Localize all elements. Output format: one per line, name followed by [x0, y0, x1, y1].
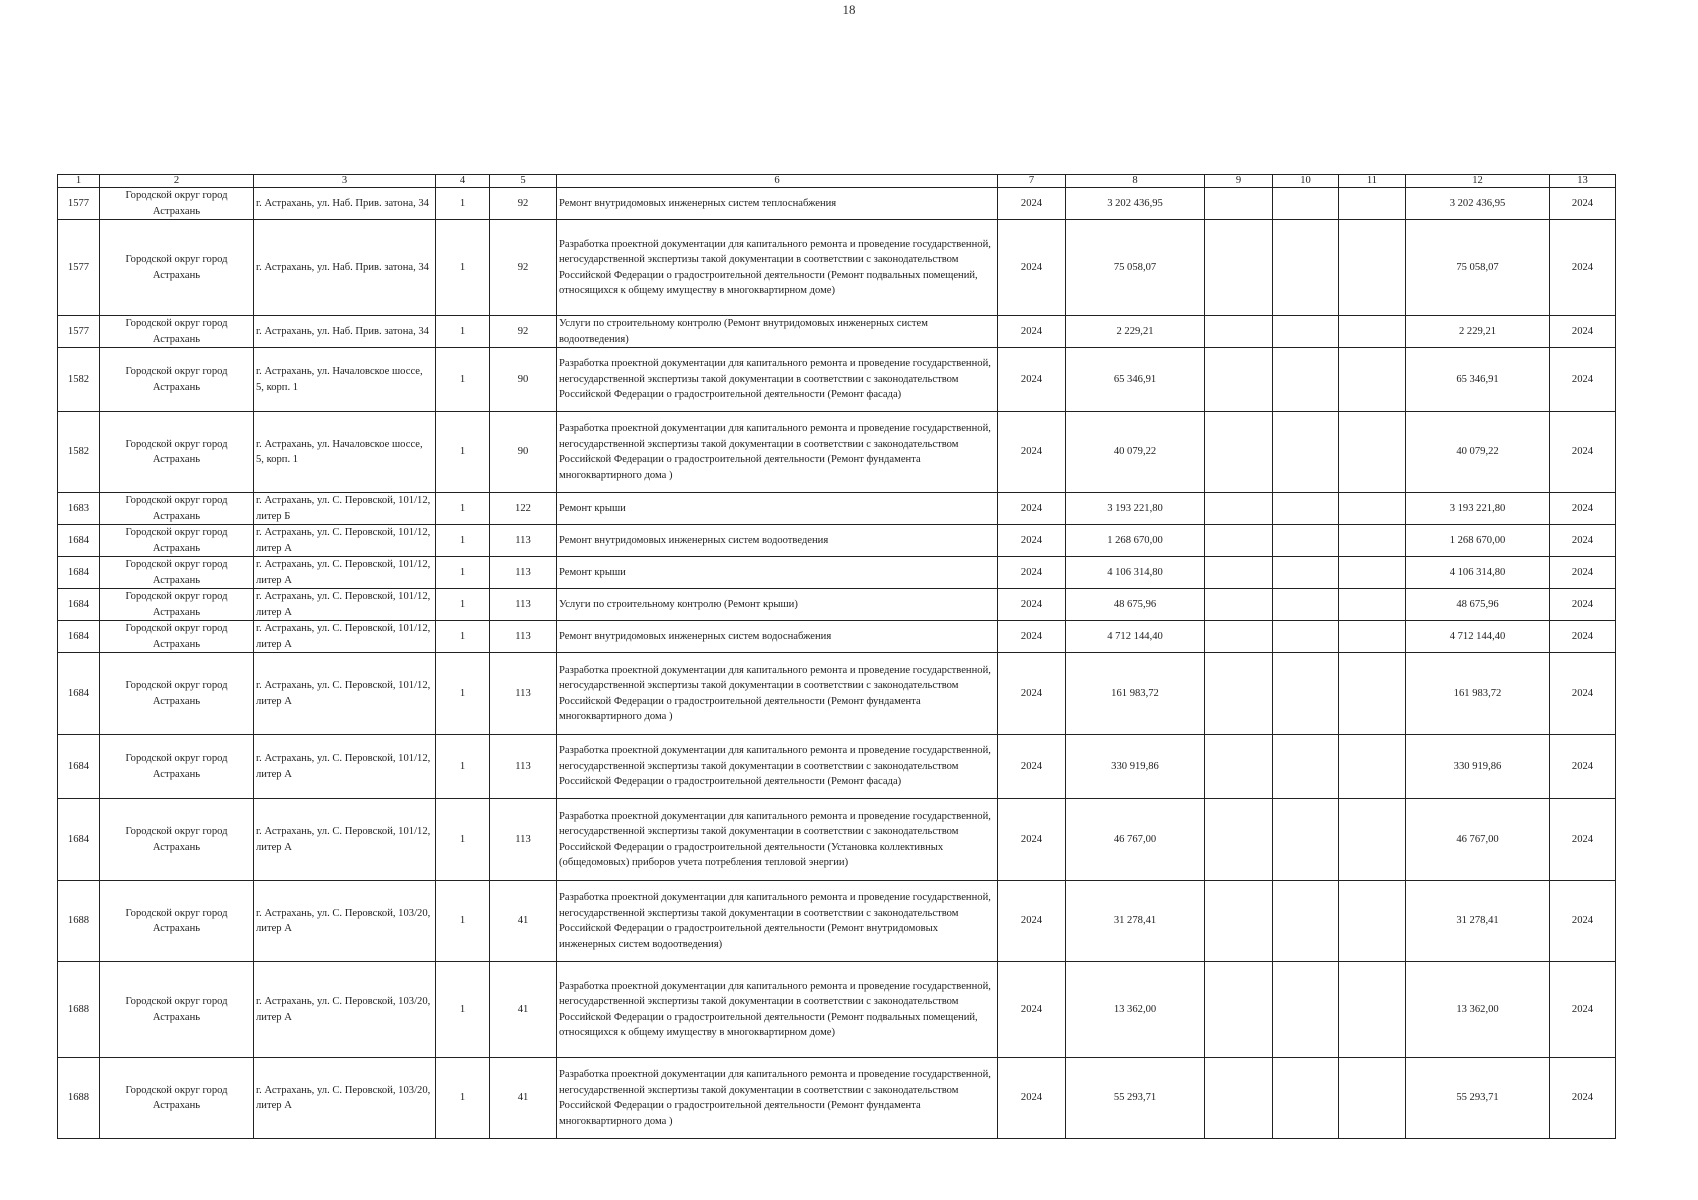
col-11: [1339, 348, 1406, 412]
address: г. Астрахань, ул. Началовское шоссе, 5, корп. 1: [254, 348, 436, 412]
amount: 3 202 436,95: [1066, 188, 1205, 220]
municipality: Городской округ город Астрахань: [100, 962, 254, 1058]
table-row: [58, 525, 1616, 557]
page-number: 18: [842, 2, 856, 17]
col-13: 2024: [1550, 799, 1616, 881]
col-5: 90: [490, 348, 557, 412]
municipality: Городской округ город Астрахань: [100, 412, 254, 493]
col-11: [1339, 557, 1406, 589]
work-description: Ремонт внутридомовых инженерных систем водоснабжения: [557, 621, 998, 653]
col-9: [1205, 525, 1273, 557]
col-13: 2024: [1550, 557, 1616, 589]
col-5: 41: [490, 1058, 557, 1139]
table-row: [58, 188, 1616, 220]
col-9: [1205, 589, 1273, 621]
column-header: 5: [490, 175, 557, 188]
amount: 13 362,00: [1066, 962, 1205, 1058]
col-9: [1205, 220, 1273, 316]
row-number: 1684: [58, 621, 100, 653]
col-4: 1: [436, 621, 490, 653]
col-11: [1339, 621, 1406, 653]
col-10: [1273, 557, 1339, 589]
amount: 2 229,21: [1066, 316, 1205, 348]
col-5: 113: [490, 589, 557, 621]
col-13: 2024: [1550, 412, 1616, 493]
col-5: 113: [490, 557, 557, 589]
amount-total: 4 106 314,80: [1406, 557, 1550, 589]
table-row: [58, 653, 1616, 735]
table-row: [58, 557, 1616, 589]
amount-total: 46 767,00: [1406, 799, 1550, 881]
col-9: [1205, 316, 1273, 348]
col-13: 2024: [1550, 962, 1616, 1058]
amount: 48 675,96: [1066, 589, 1205, 621]
column-header: 8: [1066, 175, 1205, 188]
col-7: 2024: [998, 220, 1066, 316]
amount-total: 13 362,00: [1406, 962, 1550, 1058]
column-header: 6: [557, 175, 998, 188]
col-9: [1205, 412, 1273, 493]
work-description: Разработка проектной документации для капитального ремонта и проведение государственной, негосударственной экспертизы такой документации в соответствии с законодательством Российской Федерации о градостроительной деятельности (Установка коллективных (общедомовых) приборов учета потребления тепловой энергии): [557, 799, 998, 881]
amount-total: 330 919,86: [1406, 735, 1550, 799]
col-11: [1339, 316, 1406, 348]
col-7: 2024: [998, 881, 1066, 962]
amount: 4 106 314,80: [1066, 557, 1205, 589]
col-13: 2024: [1550, 348, 1616, 412]
amount-total: 3 193 221,80: [1406, 493, 1550, 525]
work-description: Разработка проектной документации для капитального ремонта и проведение государственной, негосударственной экспертизы такой документации в соответствии с законодательством Российской Федерации о градостроительной деятельности (Ремонт фасада): [557, 735, 998, 799]
col-5: 41: [490, 881, 557, 962]
col-10: [1273, 348, 1339, 412]
column-header: 2: [100, 175, 254, 188]
col-13: 2024: [1550, 621, 1616, 653]
amount-total: 3 202 436,95: [1406, 188, 1550, 220]
col-9: [1205, 348, 1273, 412]
table-row: [58, 881, 1616, 962]
row-number: 1582: [58, 412, 100, 493]
col-7: 2024: [998, 348, 1066, 412]
col-4: 1: [436, 962, 490, 1058]
col-4: 1: [436, 557, 490, 589]
column-header: 13: [1550, 175, 1616, 188]
table-row: [58, 220, 1616, 316]
col-13: 2024: [1550, 1058, 1616, 1139]
col-5: 113: [490, 735, 557, 799]
table-row: [58, 589, 1616, 621]
address: г. Астрахань, ул. С. Перовской, 101/12, литер А: [254, 621, 436, 653]
amount-total: 48 675,96: [1406, 589, 1550, 621]
col-11: [1339, 881, 1406, 962]
work-description: Разработка проектной документации для капитального ремонта и проведение государственной, негосударственной экспертизы такой документации в соответствии с законодательством Российской Федерации о градостроительной деятельности (Ремонт подвальных помещений, относящихся к общему имуществу в многоквартирном доме): [557, 220, 998, 316]
col-10: [1273, 220, 1339, 316]
col-7: 2024: [998, 557, 1066, 589]
col-4: 1: [436, 220, 490, 316]
amount: 31 278,41: [1066, 881, 1205, 962]
col-7: 2024: [998, 589, 1066, 621]
col-7: 2024: [998, 653, 1066, 735]
row-number: 1683: [58, 493, 100, 525]
address: г. Астрахань, ул. Началовское шоссе, 5, корп. 1: [254, 412, 436, 493]
col-13: 2024: [1550, 653, 1616, 735]
col-4: 1: [436, 412, 490, 493]
table-row: [58, 962, 1616, 1058]
col-5: 92: [490, 316, 557, 348]
col-13: 2024: [1550, 881, 1616, 962]
row-number: 1684: [58, 557, 100, 589]
col-9: [1205, 621, 1273, 653]
col-5: 92: [490, 220, 557, 316]
col-10: [1273, 188, 1339, 220]
work-description: Разработка проектной документации для капитального ремонта и проведение государственной, негосударственной экспертизы такой документации в соответствии с законодательством Российской Федерации о градостроительной деятельности (Ремонт фундамента многоквартирного дома ): [557, 412, 998, 493]
col-10: [1273, 799, 1339, 881]
column-header: 1: [58, 175, 100, 188]
table-row: [58, 799, 1616, 881]
row-number: 1688: [58, 881, 100, 962]
amount: 75 058,07: [1066, 220, 1205, 316]
amount-total: 40 079,22: [1406, 412, 1550, 493]
work-description: Разработка проектной документации для капитального ремонта и проведение государственной, негосударственной экспертизы такой документации в соответствии с законодательством Российской Федерации о градостроительной деятельности (Ремонт фундамента многоквартирного дома ): [557, 653, 998, 735]
municipality: Городской округ город Астрахань: [100, 1058, 254, 1139]
amount: 55 293,71: [1066, 1058, 1205, 1139]
municipality: Городской округ город Астрахань: [100, 557, 254, 589]
col-10: [1273, 525, 1339, 557]
municipality: Городской округ город Астрахань: [100, 589, 254, 621]
address: г. Астрахань, ул. С. Перовской, 101/12, литер А: [254, 735, 436, 799]
col-11: [1339, 962, 1406, 1058]
work-description: Услуги по строительному контролю (Ремонт крыши): [557, 589, 998, 621]
col-4: 1: [436, 316, 490, 348]
work-description: Ремонт внутридомовых инженерных систем теплоснабжения: [557, 188, 998, 220]
address: г. Астрахань, ул. С. Перовской, 101/12, литер А: [254, 653, 436, 735]
municipality: Городской округ город Астрахань: [100, 621, 254, 653]
col-7: 2024: [998, 525, 1066, 557]
row-number: 1577: [58, 316, 100, 348]
table-header: [58, 175, 1616, 188]
row-number: 1577: [58, 188, 100, 220]
municipality: Городской округ город Астрахань: [100, 525, 254, 557]
table-row: [58, 316, 1616, 348]
col-9: [1205, 799, 1273, 881]
col-10: [1273, 621, 1339, 653]
table-body: [58, 188, 1616, 1139]
col-5: 113: [490, 653, 557, 735]
col-5: 122: [490, 493, 557, 525]
col-10: [1273, 493, 1339, 525]
col-13: 2024: [1550, 735, 1616, 799]
col-9: [1205, 881, 1273, 962]
col-4: 1: [436, 525, 490, 557]
work-description: Разработка проектной документации для капитального ремонта и проведение государственной, негосударственной экспертизы такой документации в соответствии с законодательством Российской Федерации о градостроительной деятельности (Ремонт подвальных помещений, относящихся к общему имуществу в многоквартирном доме): [557, 962, 998, 1058]
col-5: 113: [490, 621, 557, 653]
col-9: [1205, 653, 1273, 735]
col-7: 2024: [998, 412, 1066, 493]
col-11: [1339, 799, 1406, 881]
row-number: 1684: [58, 653, 100, 735]
municipality: Городской округ город Астрахань: [100, 220, 254, 316]
municipality: Городской округ город Астрахань: [100, 799, 254, 881]
col-10: [1273, 653, 1339, 735]
col-7: 2024: [998, 316, 1066, 348]
amount-total: 31 278,41: [1406, 881, 1550, 962]
col-11: [1339, 188, 1406, 220]
col-4: 1: [436, 799, 490, 881]
amount-total: 75 058,07: [1406, 220, 1550, 316]
table-row: [58, 493, 1616, 525]
col-7: 2024: [998, 621, 1066, 653]
col-11: [1339, 735, 1406, 799]
col-5: 90: [490, 412, 557, 493]
row-number: 1684: [58, 799, 100, 881]
row-number: 1684: [58, 589, 100, 621]
col-4: 1: [436, 348, 490, 412]
col-11: [1339, 653, 1406, 735]
col-13: 2024: [1550, 493, 1616, 525]
col-11: [1339, 493, 1406, 525]
row-number: 1688: [58, 1058, 100, 1139]
col-5: 113: [490, 799, 557, 881]
column-header: 11: [1339, 175, 1406, 188]
column-header: 10: [1273, 175, 1339, 188]
amount-total: 65 346,91: [1406, 348, 1550, 412]
column-header: 3: [254, 175, 436, 188]
col-11: [1339, 220, 1406, 316]
col-10: [1273, 412, 1339, 493]
col-9: [1205, 493, 1273, 525]
row-number: 1684: [58, 525, 100, 557]
col-11: [1339, 589, 1406, 621]
amount-total: 161 983,72: [1406, 653, 1550, 735]
address: г. Астрахань, ул. Наб. Прив. затона, 34: [254, 188, 436, 220]
col-9: [1205, 188, 1273, 220]
address: г. Астрахань, ул. С. Перовской, 101/12, литер А: [254, 799, 436, 881]
col-7: 2024: [998, 188, 1066, 220]
col-4: 1: [436, 493, 490, 525]
table-row: [58, 621, 1616, 653]
address: г. Астрахань, ул. С. Перовской, 101/12, литер А: [254, 589, 436, 621]
col-5: 113: [490, 525, 557, 557]
amount-total: 55 293,71: [1406, 1058, 1550, 1139]
col-10: [1273, 735, 1339, 799]
col-11: [1339, 412, 1406, 493]
municipality: Городской округ город Астрахань: [100, 348, 254, 412]
work-description: Разработка проектной документации для капитального ремонта и проведение государственной, негосударственной экспертизы такой документации в соответствии с законодательством Российской Федерации о градостроительной деятельности (Ремонт фасада): [557, 348, 998, 412]
amount: 40 079,22: [1066, 412, 1205, 493]
amount: 330 919,86: [1066, 735, 1205, 799]
col-11: [1339, 1058, 1406, 1139]
table-row: [58, 735, 1616, 799]
table-row: [58, 348, 1616, 412]
column-header: 9: [1205, 175, 1273, 188]
work-description: Разработка проектной документации для капитального ремонта и проведение государственной, негосударственной экспертизы такой документации в соответствии с законодательством Российской Федерации о градостроительной деятельности (Ремонт фундамента многоквартирного дома ): [557, 1058, 998, 1139]
col-7: 2024: [998, 493, 1066, 525]
municipality: Городской округ город Астрахань: [100, 316, 254, 348]
col-4: 1: [436, 653, 490, 735]
col-4: 1: [436, 589, 490, 621]
municipality: Городской округ город Астрахань: [100, 881, 254, 962]
col-10: [1273, 316, 1339, 348]
amount-total: 2 229,21: [1406, 316, 1550, 348]
amount: 1 268 670,00: [1066, 525, 1205, 557]
col-13: 2024: [1550, 220, 1616, 316]
col-9: [1205, 1058, 1273, 1139]
col-13: 2024: [1550, 316, 1616, 348]
amount: 65 346,91: [1066, 348, 1205, 412]
col-7: 2024: [998, 799, 1066, 881]
col-7: 2024: [998, 1058, 1066, 1139]
address: г. Астрахань, ул. С. Перовской, 101/12, литер Б: [254, 493, 436, 525]
col-13: 2024: [1550, 188, 1616, 220]
col-4: 1: [436, 735, 490, 799]
amount: 161 983,72: [1066, 653, 1205, 735]
amount-total: 4 712 144,40: [1406, 621, 1550, 653]
amount: 4 712 144,40: [1066, 621, 1205, 653]
amount: 46 767,00: [1066, 799, 1205, 881]
col-5: 41: [490, 962, 557, 1058]
table-row: [58, 412, 1616, 493]
row-number: 1582: [58, 348, 100, 412]
data-table: [57, 174, 1616, 1139]
col-13: 2024: [1550, 589, 1616, 621]
work-description: Ремонт крыши: [557, 493, 998, 525]
address: г. Астрахань, ул. С. Перовской, 103/20, литер А: [254, 881, 436, 962]
column-header: 4: [436, 175, 490, 188]
col-7: 2024: [998, 962, 1066, 1058]
col-9: [1205, 557, 1273, 589]
col-5: 92: [490, 188, 557, 220]
address: г. Астрахань, ул. С. Перовской, 103/20, литер А: [254, 1058, 436, 1139]
address: г. Астрахань, ул. Наб. Прив. затона, 34: [254, 316, 436, 348]
row-number: 1684: [58, 735, 100, 799]
col-10: [1273, 589, 1339, 621]
col-10: [1273, 1058, 1339, 1139]
work-description: Услуги по строительному контролю (Ремонт внутридомовых инженерных систем водоотведения): [557, 316, 998, 348]
address: г. Астрахань, ул. С. Перовской, 101/12, литер А: [254, 557, 436, 589]
col-10: [1273, 881, 1339, 962]
col-4: 1: [436, 881, 490, 962]
amount-total: 1 268 670,00: [1406, 525, 1550, 557]
col-7: 2024: [998, 735, 1066, 799]
address: г. Астрахань, ул. Наб. Прив. затона, 34: [254, 220, 436, 316]
column-header: 12: [1406, 175, 1550, 188]
work-description: Ремонт внутридомовых инженерных систем водоотведения: [557, 525, 998, 557]
col-11: [1339, 525, 1406, 557]
col-4: 1: [436, 188, 490, 220]
work-description: Ремонт крыши: [557, 557, 998, 589]
municipality: Городской округ город Астрахань: [100, 653, 254, 735]
row-number: 1577: [58, 220, 100, 316]
row-number: 1688: [58, 962, 100, 1058]
address: г. Астрахань, ул. С. Перовской, 101/12, литер А: [254, 525, 436, 557]
amount: 3 193 221,80: [1066, 493, 1205, 525]
address: г. Астрахань, ул. С. Перовской, 103/20, литер А: [254, 962, 436, 1058]
work-description: Разработка проектной документации для капитального ремонта и проведение государственной, негосударственной экспертизы такой документации в соответствии с законодательством Российской Федерации о градостроительной деятельности (Ремонт внутридомовых инженерных систем водоотведения): [557, 881, 998, 962]
col-4: 1: [436, 1058, 490, 1139]
col-9: [1205, 735, 1273, 799]
col-13: 2024: [1550, 525, 1616, 557]
table-row: [58, 1058, 1616, 1139]
column-header: 7: [998, 175, 1066, 188]
col-10: [1273, 962, 1339, 1058]
municipality: Городской округ город Астрахань: [100, 493, 254, 525]
col-9: [1205, 962, 1273, 1058]
municipality: Городской округ город Астрахань: [100, 735, 254, 799]
municipality: Городской округ город Астрахань: [100, 188, 254, 220]
